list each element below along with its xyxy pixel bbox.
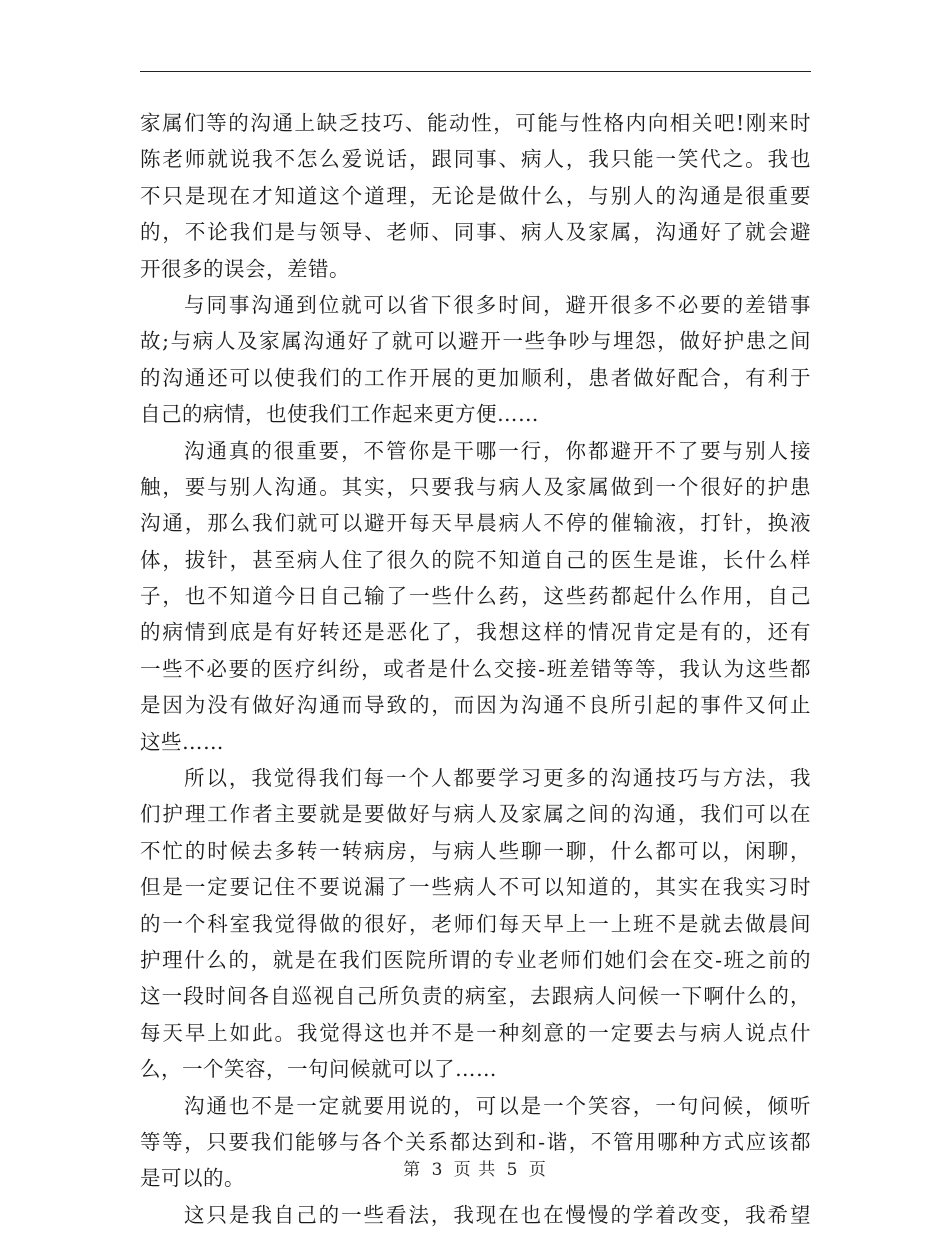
text-line: 体，拔针，甚至病人住了很久的院不知道自己的医生是谁，长什么样: [140, 547, 811, 572]
text-line: 这只是我自己的一些看法，我现在也在慢慢的学着改变，我希望: [184, 1202, 811, 1227]
text-line: 陈老师就说我不怎么爱说话，跟同事、病人，我只能一笑代之。我也: [140, 147, 811, 172]
text-line: 这一段时间各自巡视自己所负责的病室，去跟病人问候一下啊什么的，: [140, 984, 811, 1009]
text-line: 这些……: [140, 729, 224, 754]
text-line: 的病情到底是有好转还是恶化了，我想这样的情况肯定是有的，还有: [140, 620, 811, 645]
text-line: 的沟通还可以使我们的工作开展的更加顺利，患者做好配合，有利于: [140, 365, 811, 390]
text-line: 开很多的误会，差错。: [140, 256, 350, 281]
footer-middle: 页 共: [453, 1160, 497, 1180]
text-line: 等等，只要我们能够与各个关系都达到和-谐，不管用哪种方式应该都: [140, 1129, 811, 1154]
text-line: 沟通真的很重要，不管你是干哪一行，你都避开不了要与别人接: [184, 438, 811, 463]
text-line: 是可以的。: [140, 1166, 245, 1191]
header-rule: [140, 71, 811, 72]
text-line: 的，不论我们是与领导、老师、同事、病人及家属，沟通好了就会避: [140, 220, 811, 245]
body-text: [140, 105, 811, 1233]
text-line: 是因为没有做好沟通而导致的，而因为沟通不良所引起的事件又何止: [140, 693, 811, 718]
footer-suffix: 页: [528, 1160, 547, 1180]
text-line: 沟通也不是一定就要用说的，可以是一个笑容，一句问候，倾听: [184, 1093, 811, 1118]
text-line: 每天早上如此。我觉得这也并不是一种刻意的一定要去与病人说点什: [140, 1020, 811, 1045]
text-line: 么，一个笑容，一句问候就可以了……: [140, 1057, 497, 1082]
text-line: 所以，我觉得我们每一个人都要学习更多的沟通技巧与方法，我: [184, 766, 811, 791]
page-footer: [0, 1155, 950, 1180]
text-line: 一些不必要的医疗纠纷，或者是什么交接-班差错等等，我认为这些都: [140, 656, 811, 681]
footer-total-pages: 5: [506, 1160, 519, 1180]
text-line: 自己的病情，也使我们工作起来更方便……: [140, 402, 539, 427]
text-line: 子，也不知道今日自己输了一些什么药，这些药都起什么作用，自己: [140, 584, 811, 609]
footer-prefix: 第: [403, 1160, 422, 1180]
text-line: 故;与病人及家属沟通好了就可以避开一些争吵与埋怨，做好护患之间: [140, 329, 811, 354]
text-line: 与同事沟通到位就可以省下很多时间，避开很多不必要的差错事: [184, 292, 811, 317]
text-line: 的一个科室我觉得做的很好，老师们每天早上一上班不是就去做晨间: [140, 911, 811, 936]
text-line: 护理什么的，就是在我们医院所谓的专业老师们她们会在交-班之前的: [140, 947, 811, 972]
text-line: 不只是现在才知道这个道理，无论是做什么，与别人的沟通是很重要: [140, 183, 811, 208]
footer-current-page: 3: [431, 1160, 444, 1180]
text-line: 沟通，那么我们就可以避开每天早晨病人不停的催输液，打针，换液: [140, 511, 811, 536]
text-line: 触，要与别人沟通。其实，只要我与病人及家属做到一个很好的护患: [140, 474, 811, 499]
text-line: 家属们等的沟通上缺乏技巧、能动性，可能与性格内向相关吧!刚来时: [140, 111, 811, 135]
text-line: 们护理工作者主要就是要做好与病人及家属之间的沟通，我们可以在: [140, 802, 811, 827]
text-line: 不忙的时候去多转一转病房，与病人些聊一聊，什么都可以，闲聊，: [140, 838, 811, 863]
text-line: 但是一定要记住不要说漏了一些病人不可以知道的，其实在我实习时: [140, 875, 811, 900]
